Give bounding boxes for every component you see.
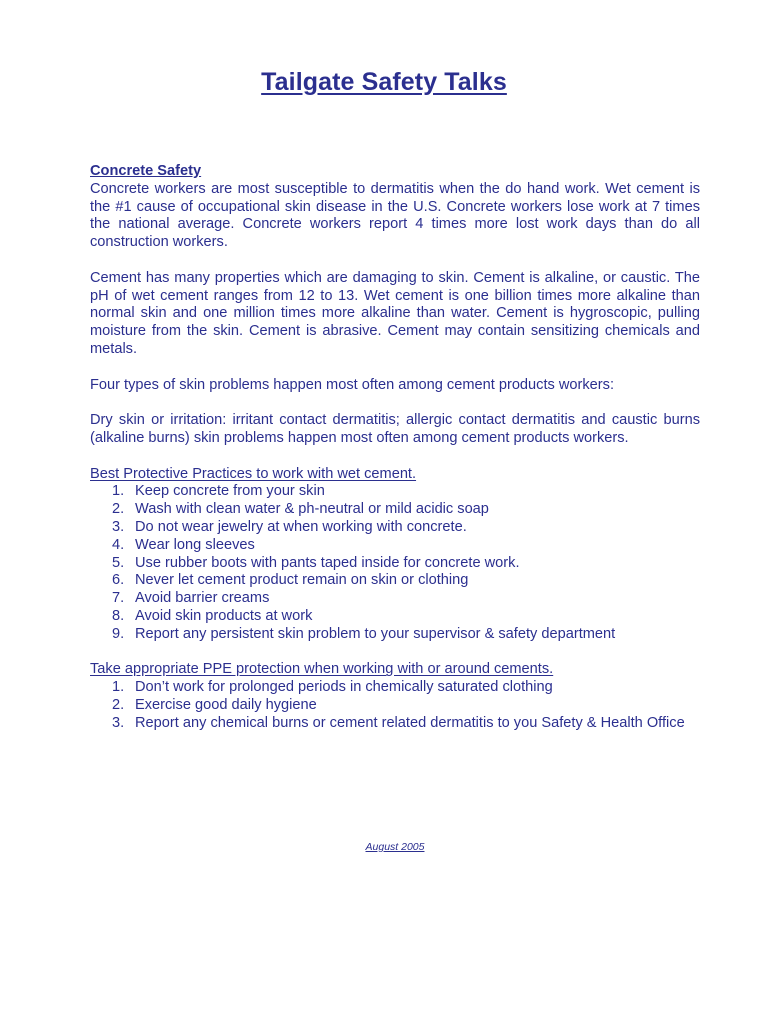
list-item-text: Avoid skin products at work bbox=[135, 607, 313, 624]
list-item bbox=[90, 483, 700, 501]
list-item-text: Never let cement product remain on skin or clothing bbox=[135, 572, 469, 589]
ppe-list bbox=[90, 679, 700, 732]
paragraph-properties: Cement has many properties which are damaging to skin. Cement is alkaline, or caustic. The pH of wet cement ranges from 12 to 13. Wet cement is one billion times more alkaline than normal skin and one million times more alkaline than water. Cement is hygroscopic, pulling moisture from the skin. Cement is abrasive. Cement may contain sensitizing chemicals and metals. bbox=[90, 269, 700, 357]
list-number: 1. bbox=[112, 679, 125, 696]
list-item bbox=[90, 519, 700, 537]
list-item-text: Do not wear jewelry at when working with concrete. bbox=[135, 518, 467, 535]
list-item bbox=[90, 626, 700, 644]
practices-list bbox=[90, 483, 700, 643]
list-item bbox=[90, 555, 700, 573]
list-item-text: Use rubber boots with pants taped inside for concrete work. bbox=[135, 554, 520, 571]
list-number: 7. bbox=[112, 590, 125, 607]
list-number: 2. bbox=[112, 501, 125, 518]
paragraph-skin-problems: Four types of skin problems happen most often among cement products workers: bbox=[90, 376, 615, 393]
list-number: 6. bbox=[112, 572, 125, 589]
list-item bbox=[90, 715, 700, 733]
list-number: 9. bbox=[112, 625, 125, 642]
list-number: 2. bbox=[112, 696, 125, 713]
list-item bbox=[90, 537, 700, 555]
list-item bbox=[90, 608, 700, 626]
section-heading: Concrete Safety bbox=[90, 163, 202, 179]
document-body bbox=[90, 163, 700, 750]
footer-date: August 2005 bbox=[365, 841, 425, 853]
list-item-text: Don’t work for prolonged periods in chemically saturated clothing bbox=[135, 679, 553, 696]
list-item bbox=[90, 572, 700, 590]
list-number: 3. bbox=[112, 518, 125, 535]
list-item-text: Exercise good daily hygiene bbox=[135, 696, 317, 713]
list-item bbox=[90, 697, 700, 715]
list-number: 1. bbox=[112, 483, 125, 500]
paragraph-dermatitis-types: Dry skin or irritation: irritant contact dermatitis; allergic contact dermatitis and caustic burns (alkaline burns) skin problems happen most often among cement products workers. bbox=[90, 412, 700, 446]
list-item bbox=[90, 679, 700, 697]
list-item-text: Avoid barrier creams bbox=[135, 590, 270, 607]
list-item-text: Wear long sleeves bbox=[135, 536, 255, 553]
list-item-text: Wash with clean water & ph-neutral or mild acidic soap bbox=[135, 501, 489, 518]
list-item-text: Report any persistent skin problem to your supervisor & safety department bbox=[135, 625, 616, 642]
list-number: 4. bbox=[112, 536, 125, 553]
ppe-heading: Take appropriate PPE protection when working with or around cements. bbox=[90, 661, 554, 678]
paragraph-intro: Concrete workers are most susceptible to dermatitis when the do hand work. Wet cement is the #1 cause of occupational skin disease in the U.S. Concrete workers lose work at 7 times the national average. Concrete workers report 4 times more lost work days than do all construction workers. bbox=[90, 180, 700, 251]
list-number: 5. bbox=[112, 554, 125, 571]
list-number: 3. bbox=[112, 714, 125, 731]
list-item-text: Keep concrete from your skin bbox=[135, 483, 325, 500]
list-item bbox=[90, 590, 700, 608]
document-title: Tailgate Safety Talks bbox=[261, 68, 507, 96]
list-item bbox=[90, 501, 700, 519]
list-item-text: Report any chemical burns or cement related dermatitis to you Safety & Health Office bbox=[135, 714, 685, 731]
list-number: 8. bbox=[112, 607, 125, 624]
practices-heading: Best Protective Practices to work with wet cement. bbox=[90, 465, 417, 482]
